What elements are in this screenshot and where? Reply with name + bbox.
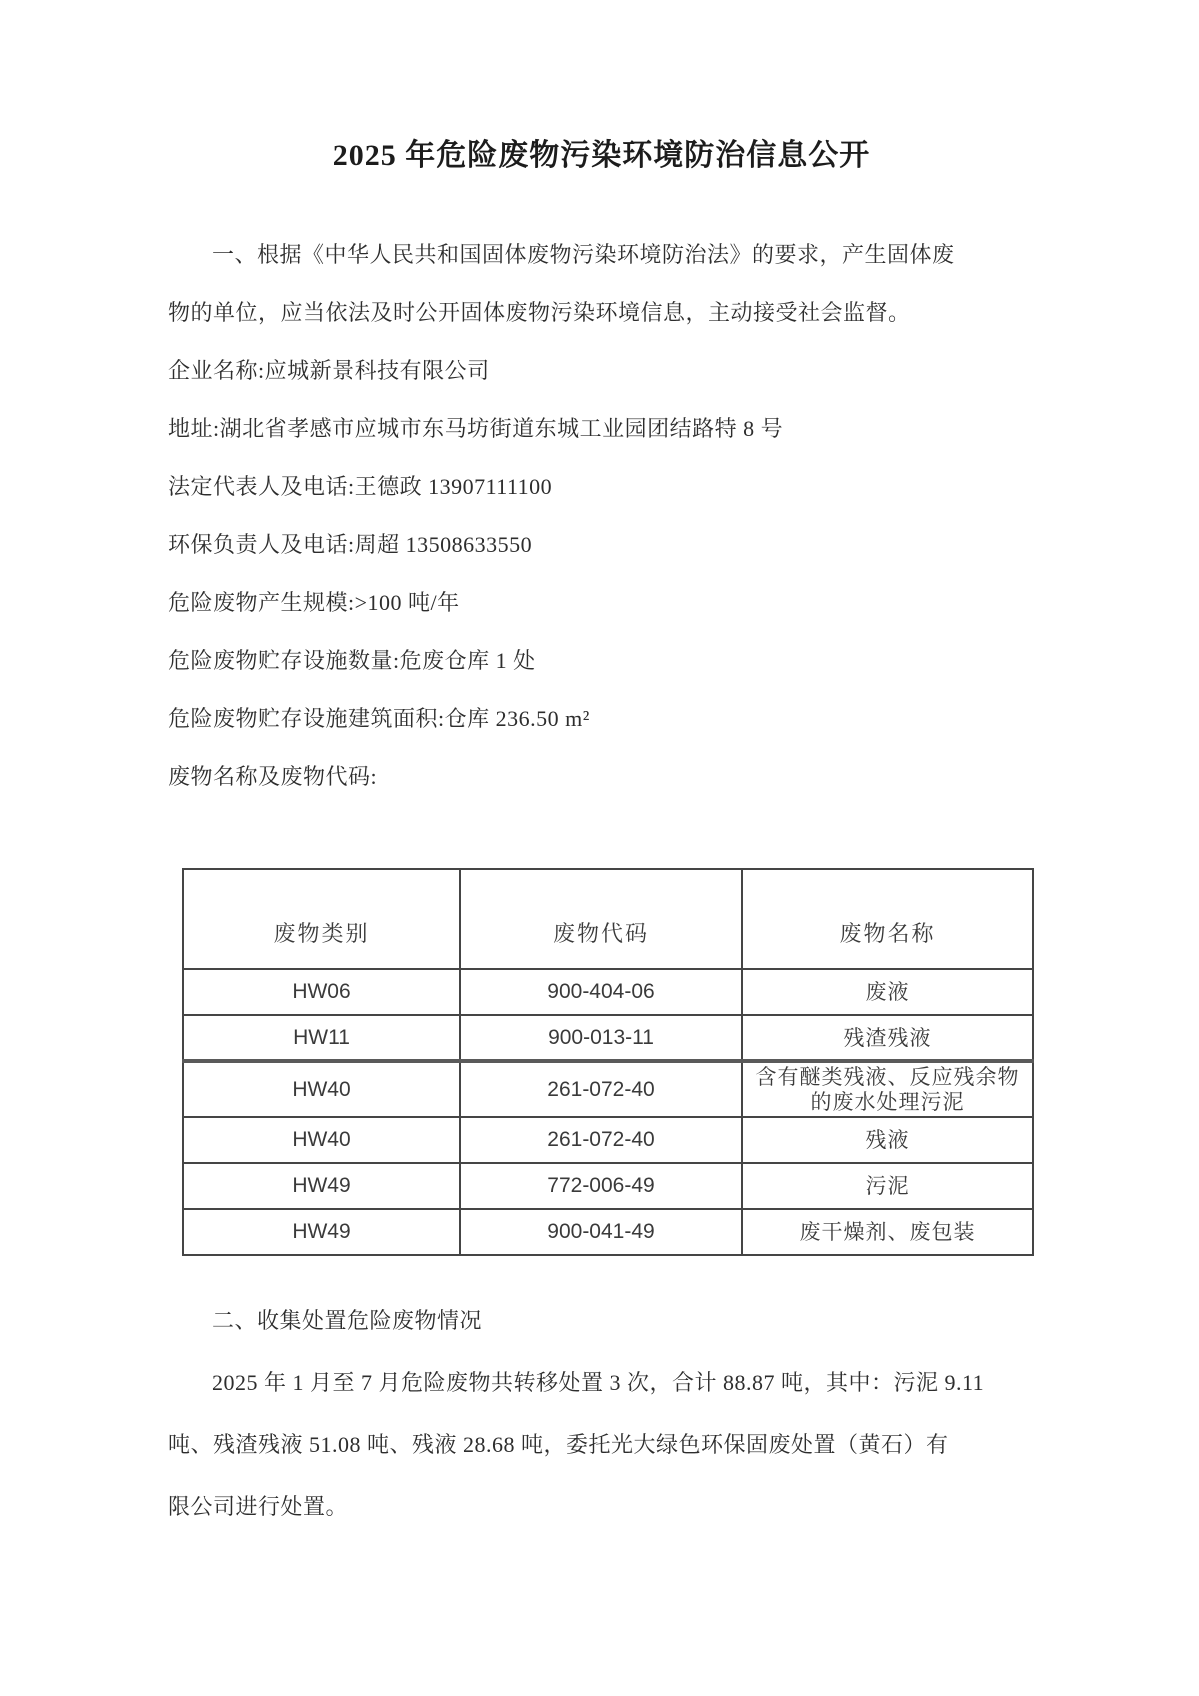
cell-code: 900-013-11	[460, 1015, 742, 1061]
table-row	[183, 1061, 1033, 1117]
cell-category: HW49	[183, 1209, 460, 1255]
table-row	[183, 969, 1033, 1015]
header-waste-category: 废物类别	[183, 869, 460, 969]
header-waste-name: 废物名称	[742, 869, 1033, 969]
cell-name: 残液	[742, 1117, 1033, 1163]
table-header-row	[183, 869, 1033, 969]
table-row	[183, 1163, 1033, 1209]
cell-code: 900-404-06	[460, 969, 742, 1015]
cell-name: 废干燥剂、废包装	[742, 1209, 1033, 1255]
table-row	[183, 1209, 1033, 1255]
cell-category: HW49	[183, 1163, 460, 1209]
header-waste-code: 废物代码	[460, 869, 742, 969]
cell-code: 261-072-40	[460, 1117, 742, 1163]
cell-name: 残渣残液	[742, 1015, 1033, 1061]
field-legal-representative-phone: 法定代表人及电话:王德政 13907111100	[168, 474, 553, 499]
section-2-line-2: 吨、残渣残液 51.08 吨、残液 28.68 吨，委托光大绿色环保固废处置（黄石）有	[168, 1432, 949, 1457]
field-company-name: 企业名称:应城新景科技有限公司	[168, 358, 490, 383]
section-2	[168, 1290, 1035, 1538]
cell-code: 900-041-49	[460, 1209, 742, 1255]
field-address: 地址:湖北省孝感市应城市东马坊街道东城工业园团结路特 8 号	[168, 416, 784, 441]
cell-name: 废液	[742, 969, 1033, 1015]
cell-name: 污泥	[742, 1163, 1033, 1209]
cell-category: HW11	[183, 1015, 460, 1061]
cell-code: 772-006-49	[460, 1163, 742, 1209]
field-waste-generation-scale: 危险废物产生规模:>100 吨/年	[168, 590, 460, 615]
field-environment-officer-phone: 环保负责人及电话:周超 13508633550	[168, 532, 533, 557]
cell-category: HW40	[183, 1061, 460, 1117]
section-2-line-1: 2025 年 1 月至 7 月危险废物共转移处置 3 次，合计 88.87 吨，其中：污泥 9.11	[212, 1370, 985, 1395]
cell-category: HW40	[183, 1117, 460, 1163]
cell-category: HW06	[183, 969, 460, 1015]
field-waste-name-code-label: 废物名称及废物代码:	[168, 764, 378, 789]
field-storage-facility-count: 危险废物贮存设施数量:危废仓库 1 处	[168, 648, 536, 673]
section-2-heading: 二、收集处置危险废物情况	[212, 1308, 483, 1333]
intro-paragraph-line-1: 一、根据《中华人民共和国固体废物污染环境防治法》的要求，产生固体废	[212, 242, 955, 267]
table-row	[183, 1117, 1033, 1163]
intro-paragraph-line-2: 物的单位，应当依法及时公开固体废物污染环境信息，主动接受社会监督。	[168, 300, 911, 325]
section-2-line-3: 限公司进行处置。	[168, 1494, 349, 1519]
table-row	[183, 1015, 1033, 1061]
cell-code: 261-072-40	[460, 1061, 742, 1117]
cell-name: 含有醚类残液、反应残余物的废水处理污泥	[742, 1061, 1033, 1117]
field-storage-facility-area: 危险废物贮存设施建筑面积:仓库 236.50 m²	[168, 706, 590, 731]
page-title: 2025 年危险废物污染环境防治信息公开	[332, 139, 871, 172]
waste-code-table	[182, 868, 1034, 1256]
